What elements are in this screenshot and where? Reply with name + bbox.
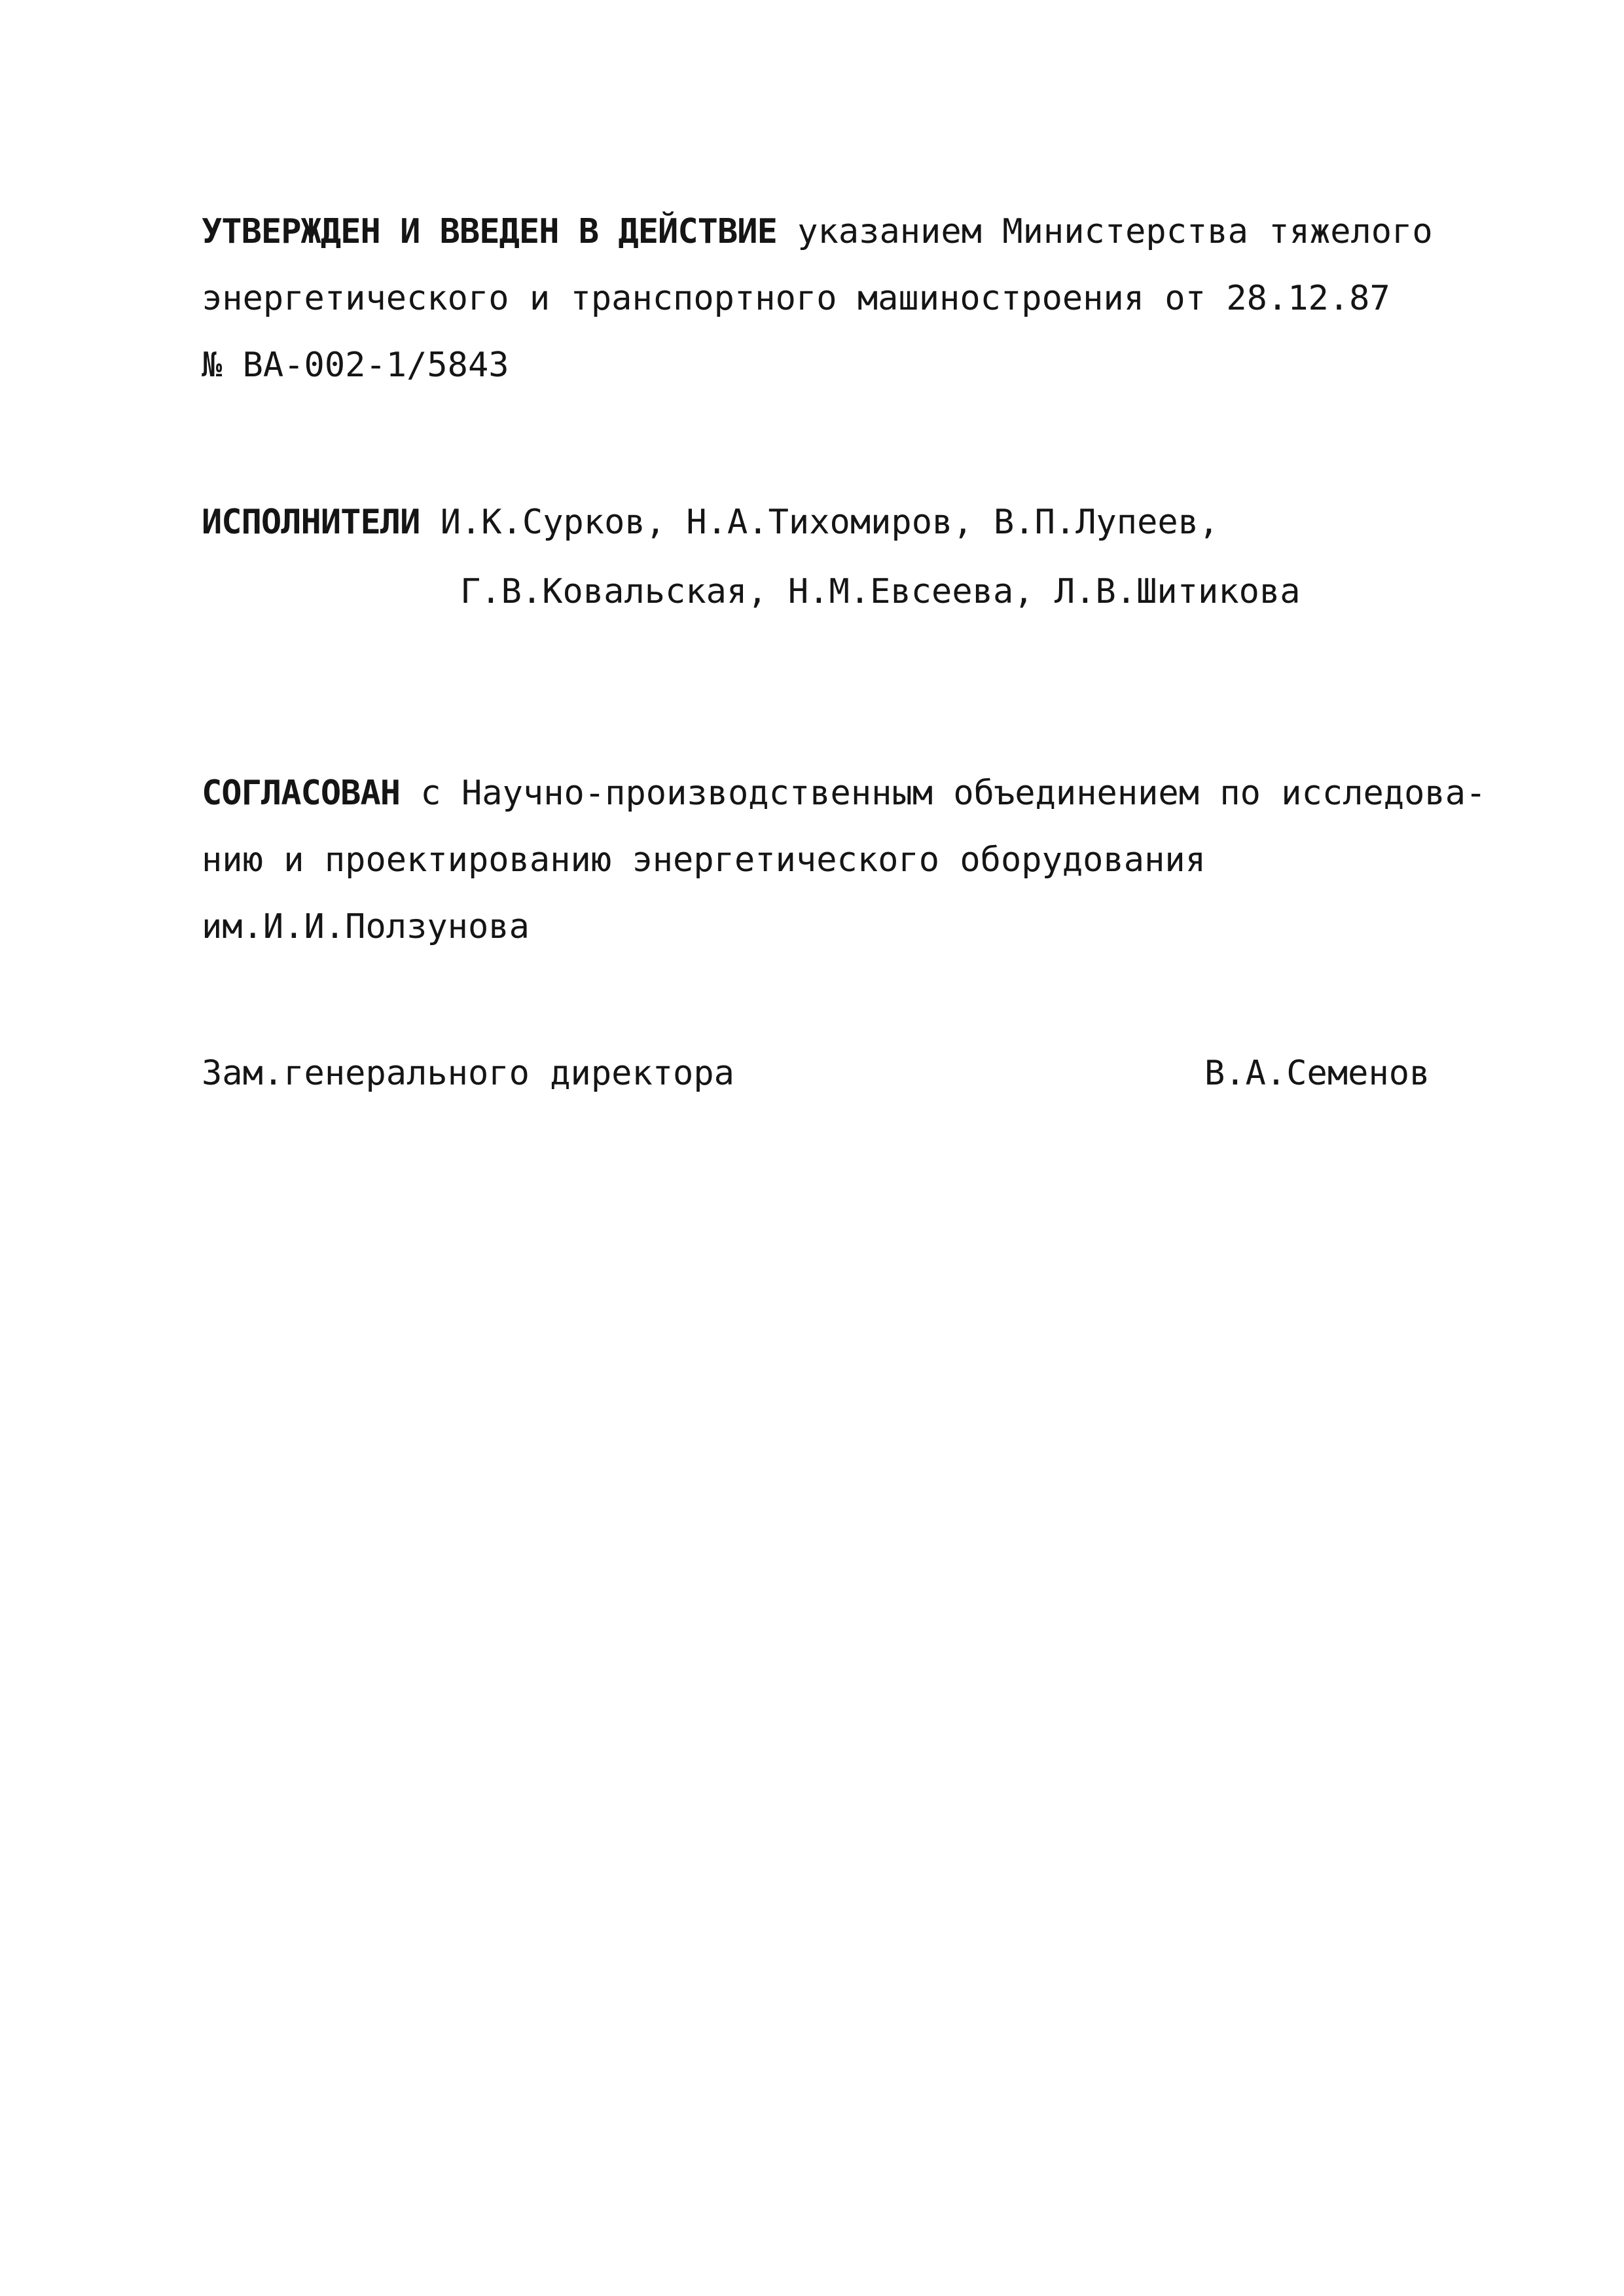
approval-line-1-rest: указанием Министерства тяжелого [797,212,1433,251]
approval-lead: УТВЕРЖДЕН И ВВЕДЕН В ДЕЙСТВИЕ [202,212,777,251]
approval-order-number: № ВА-002-1/5843 [202,346,509,385]
approval-line-1 [202,211,1433,253]
executors-names-2: Г.В.Ковальская, Н.М.Евсеева, Л.В.Шитикова [460,572,1301,611]
signature-name: В.А.Семенов [1204,1054,1430,1093]
agreed-line-3: им.И.И.Ползунова [202,907,530,946]
agreed-lead: СОГЛАСОВАН [202,774,401,813]
agreed-line-2: нию и проектированию энергетического оборудования [202,840,1206,880]
executors-line-1 [202,501,1219,543]
executors-names-1: И.К.Сурков, Н.А.Тихомиров, В.П.Лупеев, [440,503,1219,542]
executors-label: ИСПОЛНИТЕЛИ [202,503,420,542]
agreed-line-1-rest: с Научно-производственным объединением по исследова- [420,774,1487,813]
approval-line-2: энергетического и транспортного машиностроения от 28.12.87 [202,279,1390,318]
signature-position: Зам.генерального директора [202,1054,734,1093]
agreed-line-1 [202,772,1486,814]
